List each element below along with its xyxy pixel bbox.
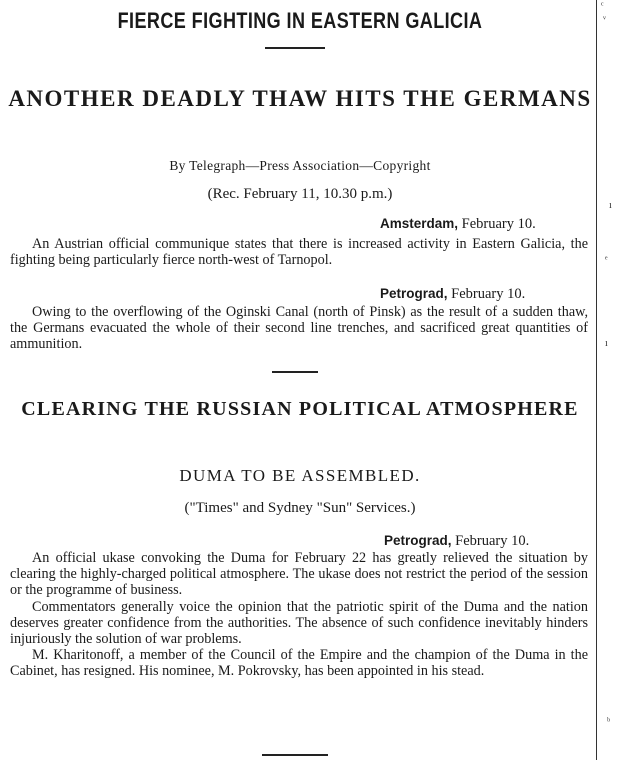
margin-fragment-mark: ᵇ [607,716,611,727]
paragraph-text: An Austrian official communique states that there is increased activity in Eastern Galicia, the fighting being particularly fierce north-west of Tarnopol. [10,236,588,269]
headline-clearing-atmosphere: CLEARING THE RUSSIAN POLITICAL ATMOSPHERE [21,398,579,420]
dateline-date: February 10. [458,216,536,232]
column-border-right [596,0,597,760]
dateline-petrograd-2 [384,533,529,550]
headline-duma-assembled: DUMA TO BE ASSEMBLED. [179,466,421,485]
divider-rule [262,754,328,756]
article-body-duma [10,550,588,680]
received-time: (Rec. February 11, 10.30 p.m.) [207,186,393,202]
divider-rule [265,47,325,49]
headline-deadly-thaw: ANOTHER DEADLY THAW HITS THE GERMANS [8,86,592,111]
margin-fragment-mark: ᵉ [605,254,608,265]
divider-rule [272,371,318,373]
dateline-place: Amsterdam, [380,216,459,231]
margin-fragment-mark: ᶜ [601,0,604,11]
wire-credit: By Telegraph—Press Association—Copyright [169,158,431,173]
article-paragraph-galicia [10,236,588,268]
paragraph-commentators: Commentators generally voice the opinion that the patriotic spirit of the Duma and the nation deserves greater confidence from the authorities. The absence of such confidence inevitably hinders injuriously the solution of war problems. [10,598,588,648]
margin-fragment-mark: ᵛ [603,14,606,25]
dateline-amsterdam [380,216,536,233]
paragraph-ukase: An official ukase convoking the Duma for February 22 has greatly relieved the situation by clearing the highly-charged political atmosphere. The ukase does not restrict the period of the session or the programme of business. [10,550,588,599]
article-paragraph-oginski [10,304,588,353]
dateline-place: Petrograd, [384,533,452,548]
headline-fierce-fighting: FIERCE FIGHTING IN EASTERN GALICIA [117,8,483,33]
margin-fragment-mark: ı [609,200,612,211]
dateline-place: Petrograd, [380,286,448,301]
dateline-date: February 10. [451,533,530,549]
dateline-date: February 10. [447,286,526,302]
paragraph-kharitonoff: M. Kharitonoff, a member of the Council of the Empire and the champion of the Duma in the Cabinet, has resigned. His nominee, M. Pokrovsky, has been appointed in his stead. [10,647,588,680]
margin-fragment-mark: ı [605,338,608,349]
dateline-petrograd-1 [380,286,525,303]
wire-credit-services: ("Times" and Sydney "Sun" Services.) [184,500,416,516]
paragraph-text: Owing to the overflowing of the Oginski Canal (north of Pinsk) as the result of a sudden thaw, the Germans evacuated the whole of their second line trenches, and sacrificed great quantities of ammunition. [10,304,588,353]
